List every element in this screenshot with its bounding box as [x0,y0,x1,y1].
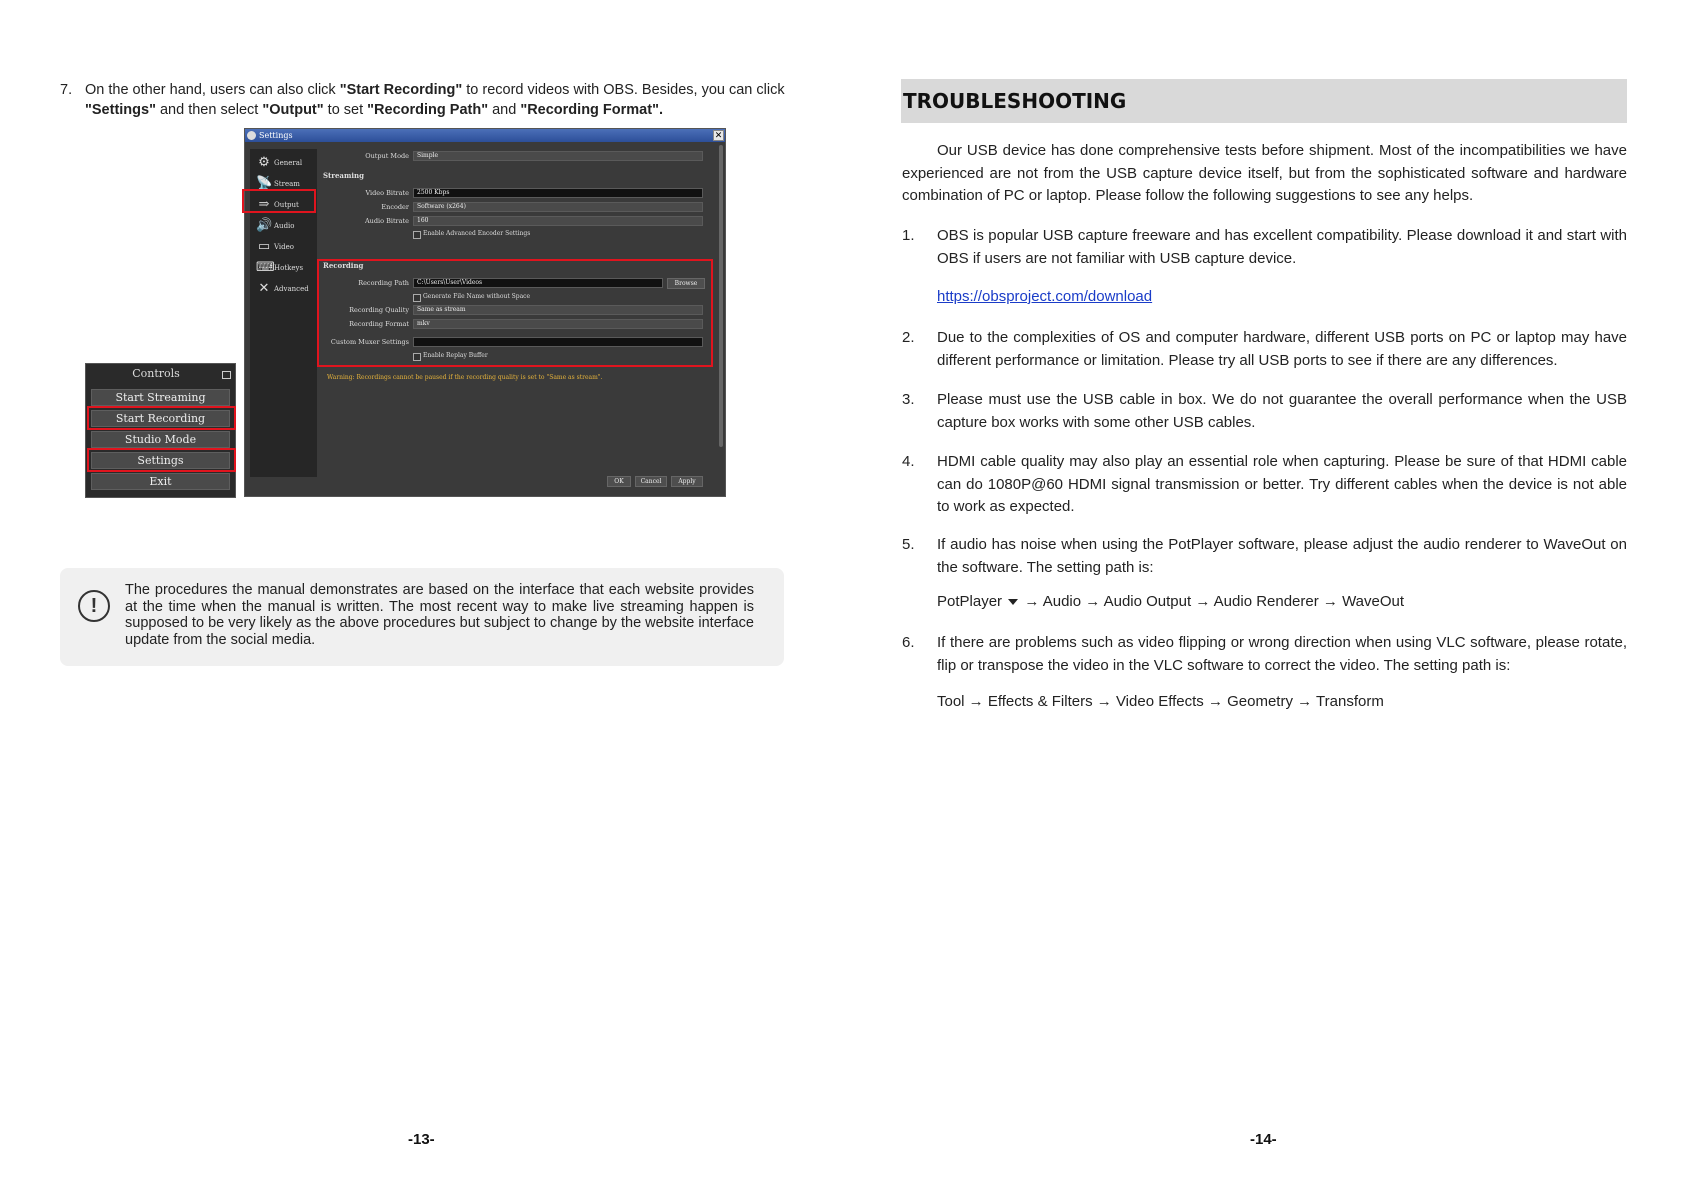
intro-paragraph: Our USB device has done comprehensive tests before shipment. Most of the incompatibilities we have experienced are not from the USB capture device itself, but from the sophisticated software and hardware combination of PC or laptop. Please follow the following suggestions to see any helps. [902,142,1627,204]
list-text: Due to the complexities of OS and computer hardware, different USB ports on PC or laptop may have different performance or limitation. Please try all USB ports to see if there are any differences. [937,329,1627,369]
list-text: Please must use the USB cable in box. We do not guarantee the overall performance when the USB capture box works with some other USB cables. [937,391,1627,431]
step-bold-output: "Output" [262,102,324,118]
monitor-icon: ▭ [257,239,271,254]
sidebar-item-hotkeys[interactable] [252,258,316,278]
browse-button[interactable]: Browse [667,278,705,289]
step-bold-start-recording: "Start Recording" [339,82,463,98]
list-item [902,225,1627,270]
encoder-label: Encoder [381,203,409,211]
list-text: If audio has noise when using the PotPlayer software, please adjust the audio renderer to WaveOut on the software. The setting path is: [937,536,1627,576]
cancel-button[interactable]: Cancel [635,476,667,487]
sidebar-item-label: Video [274,243,295,251]
step-text-part: On the other hand, users can also click [85,82,340,98]
page-title: TROUBLESHOOTING [903,89,1127,113]
recording-quality-select[interactable]: Same as stream [413,305,703,315]
recording-path-label: Recording Path [358,279,409,287]
recording-path-input[interactable]: C:\Users\User\Videos [413,278,663,288]
speaker-icon: 🔊 [256,218,273,233]
obs-controls-panel [85,363,236,498]
advanced-encoder-checkbox[interactable]: Enable Advanced Encoder Settings [413,230,530,237]
potplayer-label: PotPlayer [937,593,1003,610]
start-recording-button[interactable]: Start Recording [91,410,230,427]
undock-icon[interactable] [222,371,231,379]
note-text: The procedures the manual demonstrates are based on the interface that each website provides at the time when the manual is written. The most recent way to make live streaming happen is supposed to be very likely as the above procedures but subject to change by the website interface update from the social media. [125,582,754,648]
replay-buffer-checkbox[interactable]: Enable Replay Buffer [413,352,488,359]
sidebar-item-audio[interactable] [252,216,316,236]
list-text: OBS is popular USB capture freeware and has excellent compatibility. Please download it and start with OBS if users are not familiar with USB capture device. [937,227,1627,267]
audio-bitrate-select[interactable]: 160 [413,216,703,226]
output-mode-select[interactable]: Simple [413,151,703,161]
sidebar-item-label: General [274,159,303,167]
right-page [842,0,1685,1192]
list-item [902,534,1627,579]
note-box [60,568,784,666]
close-icon[interactable]: ✕ [714,131,723,141]
antenna-icon: 📡 [256,176,273,191]
step-text-part: and then select [155,102,263,118]
page-number: -13- [408,1131,435,1148]
start-streaming-button[interactable]: Start Streaming [91,389,230,406]
potplayer-path [937,593,1404,610]
obs-link-line [937,288,1152,305]
sidebar-item-video[interactable] [252,237,316,257]
list-item [902,451,1627,519]
keyboard-icon: ⌨ [256,260,275,275]
studio-mode-button[interactable]: Studio Mode [91,431,230,448]
exclamation-icon: ! [78,590,110,622]
encoder-select[interactable]: Software (x264) [413,202,703,212]
settings-scrollbar[interactable] [719,145,723,447]
page-number: -14- [1250,1131,1277,1148]
step-bold-recording-format: "Recording Format". [520,102,663,118]
list-number: 6. [902,634,915,651]
output-highlight [242,189,316,213]
left-page [0,0,842,1192]
list-number: 2. [902,329,915,346]
recording-format-select[interactable]: mkv [413,319,703,329]
recording-warning: Warning: Recordings cannot be paused if the recording quality is set to "Same as stream". [327,374,603,381]
list-number: 3. [902,391,915,408]
exit-button[interactable]: Exit [91,473,230,490]
sidebar-item-label: Hotkeys [274,264,304,272]
list-number: 1. [902,227,915,244]
filename-checkbox[interactable]: Generate File Name without Space [413,293,530,300]
recording-quality-label: Recording Quality [349,306,409,314]
obs-logo-icon [247,131,256,140]
sidebar-item-general[interactable] [252,153,316,173]
step-number: 7. [60,82,73,98]
streaming-section-title: Streaming [323,171,365,180]
step-text-part: to set [323,102,368,118]
sidebar-item-label: Stream [274,180,300,188]
list-item [902,632,1627,677]
recording-highlight [317,259,713,367]
recording-format-label: Recording Format [349,320,409,328]
sidebar-item-label: Advanced [274,285,309,293]
controls-title: Controls [132,367,180,380]
list-item [902,389,1627,434]
ok-button[interactable]: OK [607,476,631,487]
settings-button[interactable]: Settings [91,452,230,469]
list-text: HDMI cable quality may also play an essential role when capturing. Please be sure of that HDMI cable can do 1080P@60 HDMI signal transmission or better. Try different cables when the device is not able to work as expected. [937,453,1627,515]
sidebar-item-advanced[interactable] [252,279,316,299]
obs-download-link[interactable]: https://obsproject.com/download [937,288,1153,305]
video-bitrate-input[interactable]: 2500 Kbps [413,188,703,198]
section-heading-bar [901,79,1627,123]
step-7 [60,80,790,120]
step-text-part: and [488,102,521,118]
dropdown-triangle-icon [1008,599,1018,605]
step-bold-settings: "Settings" [85,102,156,118]
start-recording-highlight [87,406,236,430]
settings-titlebar [245,129,725,142]
list-item [902,327,1627,372]
audio-bitrate-label: Audio Bitrate [364,217,409,225]
output-mode-label: Output Mode [365,152,409,160]
settings-title: Settings [259,131,293,140]
list-text: If there are problems such as video flipping or wrong direction when using VLC software, please rotate, flip or transpose the video in the VLC software to correct the video. The setting path is: [937,634,1627,674]
sidebar-item-label: Output [274,201,299,209]
video-bitrate-label: Video Bitrate [365,189,409,197]
list-number: 5. [902,536,915,553]
muxer-label: Custom Muxer Settings [330,338,409,346]
settings-highlight [87,448,236,472]
potplayer-path-text: → Audio → Audio Output → Audio Renderer → WaveOut [1024,593,1405,610]
step-bold-recording-path: "Recording Path" [367,102,489,118]
sidebar-item-label: Audio [274,222,295,230]
step-text [85,80,790,120]
step-text-part: to record videos with OBS. Besides, you can click [462,82,785,98]
tools-icon: ✕ [258,281,270,296]
vlc-path: Tool → Effects & Filters → Video Effects → Geometry → Transform [937,693,1384,710]
list-number: 4. [902,453,915,470]
apply-button[interactable]: Apply [671,476,703,487]
gear-icon: ⚙ [258,155,270,170]
output-icon: ⇒ [258,197,270,212]
recording-section-title: Recording [323,261,364,270]
